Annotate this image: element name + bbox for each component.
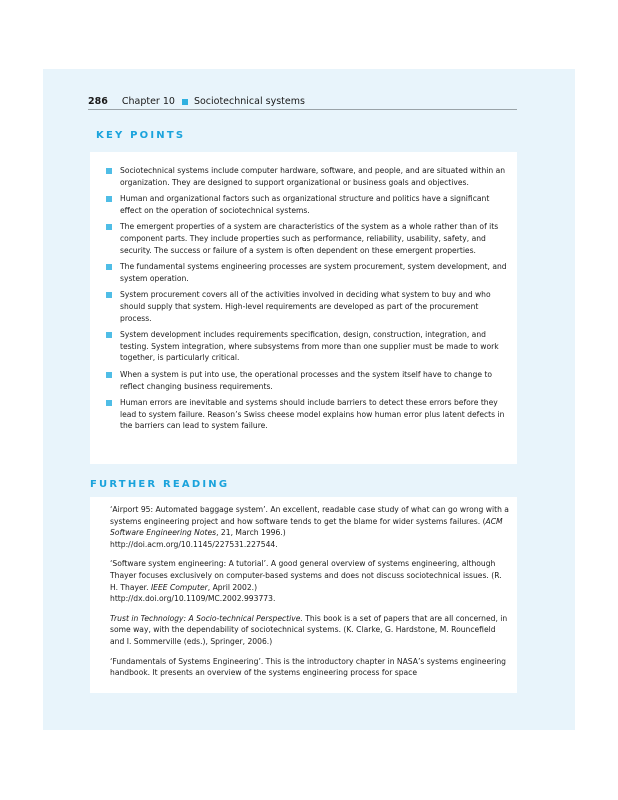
- key-point-text: Human and organizational factors such as organizational structure and politics have a significant effect on the operation of sociotechnical systems.: [120, 194, 490, 215]
- reading-text: , 21, March 1996.): [216, 528, 286, 538]
- key-point-item: [106, 329, 511, 364]
- chapter-label: Chapter 10: [121, 96, 175, 107]
- key-point-item: [106, 261, 511, 284]
- key-point-item: [106, 193, 511, 216]
- reading-item: [110, 613, 511, 648]
- key-point-text: Human errors are inevitable and systems should include barriers to detect these errors before they lead to system failure. Reason’s Swiss cheese model explains how human error plus latent defects in the barriers can lead to system failure.: [120, 398, 505, 431]
- square-bullet-icon: [106, 372, 112, 378]
- reading-item: [110, 504, 511, 550]
- square-bullet-icon: [106, 224, 112, 230]
- square-bullet-icon: [106, 332, 112, 338]
- key-point-item: [106, 165, 511, 188]
- reading-text: ‘Fundamentals of Systems Engineering’. This is the introductory chapter in NASA’s systems engineering handbook. It presents an overview of the systems engineering process for space: [110, 656, 506, 678]
- key-point-text: The fundamental systems engineering processes are system procurement, system development, and system operation.: [120, 262, 507, 283]
- key-point-item: [106, 369, 511, 392]
- reading-text: This book is a set of papers that are all concerned, in some way, with the dependability of sociotechnical systems. (K. Clarke, G. Hardstone, M. Rouncefield and I. Sommerville (eds.), Springer, 2006.): [110, 613, 508, 646]
- key-point-text: Sociotechnical systems include computer hardware, software, and people, and are situated within an organization. They are designed to support organizational or business goals and objectives.: [120, 166, 506, 187]
- section-label: Sociotechnical systems: [193, 96, 305, 107]
- book-page: [43, 69, 575, 730]
- key-point-item: [106, 397, 511, 432]
- square-bullet-icon: [182, 99, 188, 105]
- further-reading-heading: FURTHER READING: [90, 479, 230, 490]
- further-reading-list: [90, 497, 517, 679]
- square-bullet-icon: [106, 400, 112, 406]
- key-points-list: [90, 152, 517, 432]
- square-bullet-icon: [106, 292, 112, 298]
- key-point-text: System procurement covers all of the activities involved in deciding what system to buy and who should supply that system. High-level requirements are developed as part of the procurement process.: [120, 290, 491, 323]
- page-number: 286: [88, 96, 108, 107]
- key-points-heading: KEY POINTS: [96, 130, 186, 141]
- square-bullet-icon: [106, 264, 112, 270]
- reading-link[interactable]: http://doi.acm.org/10.1145/227531.227544.: [110, 539, 278, 549]
- square-bullet-icon: [106, 168, 112, 174]
- key-points-box: [90, 152, 517, 464]
- key-point-text: When a system is put into use, the operational processes and the system itself have to change to reflect changing business requirements.: [120, 369, 493, 391]
- further-reading-box: [90, 497, 517, 693]
- reading-text: , April 2002.): [207, 582, 258, 592]
- square-bullet-icon: [106, 196, 112, 202]
- reading-source: Trust in Technology: A Socio-technical Perspective.: [110, 613, 303, 623]
- key-point-text: The emergent properties of a system are characteristics of the system as a whole rather than of its component parts. They include properties such as performance, reliability, usability, safety, and security. The success or failure of a system is often dependent on these emergent properties.: [120, 222, 499, 255]
- reading-source: ACM Software Engineering Notes: [110, 516, 503, 538]
- reading-source: IEEE Computer: [150, 582, 208, 592]
- reading-item: [110, 558, 511, 604]
- reading-link[interactable]: http://dx.doi.org/10.1109/MC.2002.993773.: [110, 594, 276, 604]
- key-point-item: [106, 221, 511, 256]
- reading-item: [110, 656, 511, 679]
- reading-text: ‘Airport 95: Automated baggage system’. An excellent, readable case study of what can go wrong with a systems engineering project and how software tends to get the blame for wider systems failures. (: [110, 505, 509, 526]
- key-point-text: System development includes requirements specification, design, construction, integration, and testing. System integration, where subsystems from more than one supplier must be made to work together, is particularly critical.: [120, 330, 499, 363]
- reading-text: ‘Software system engineering: A tutorial’. A good general overview of systems engineering, although Thayer focuses exclusively on computer-based systems and does not discuss sociotechnical issues. (R. H. Thayer.: [110, 559, 502, 592]
- key-point-item: [106, 289, 511, 324]
- running-header: [88, 96, 517, 110]
